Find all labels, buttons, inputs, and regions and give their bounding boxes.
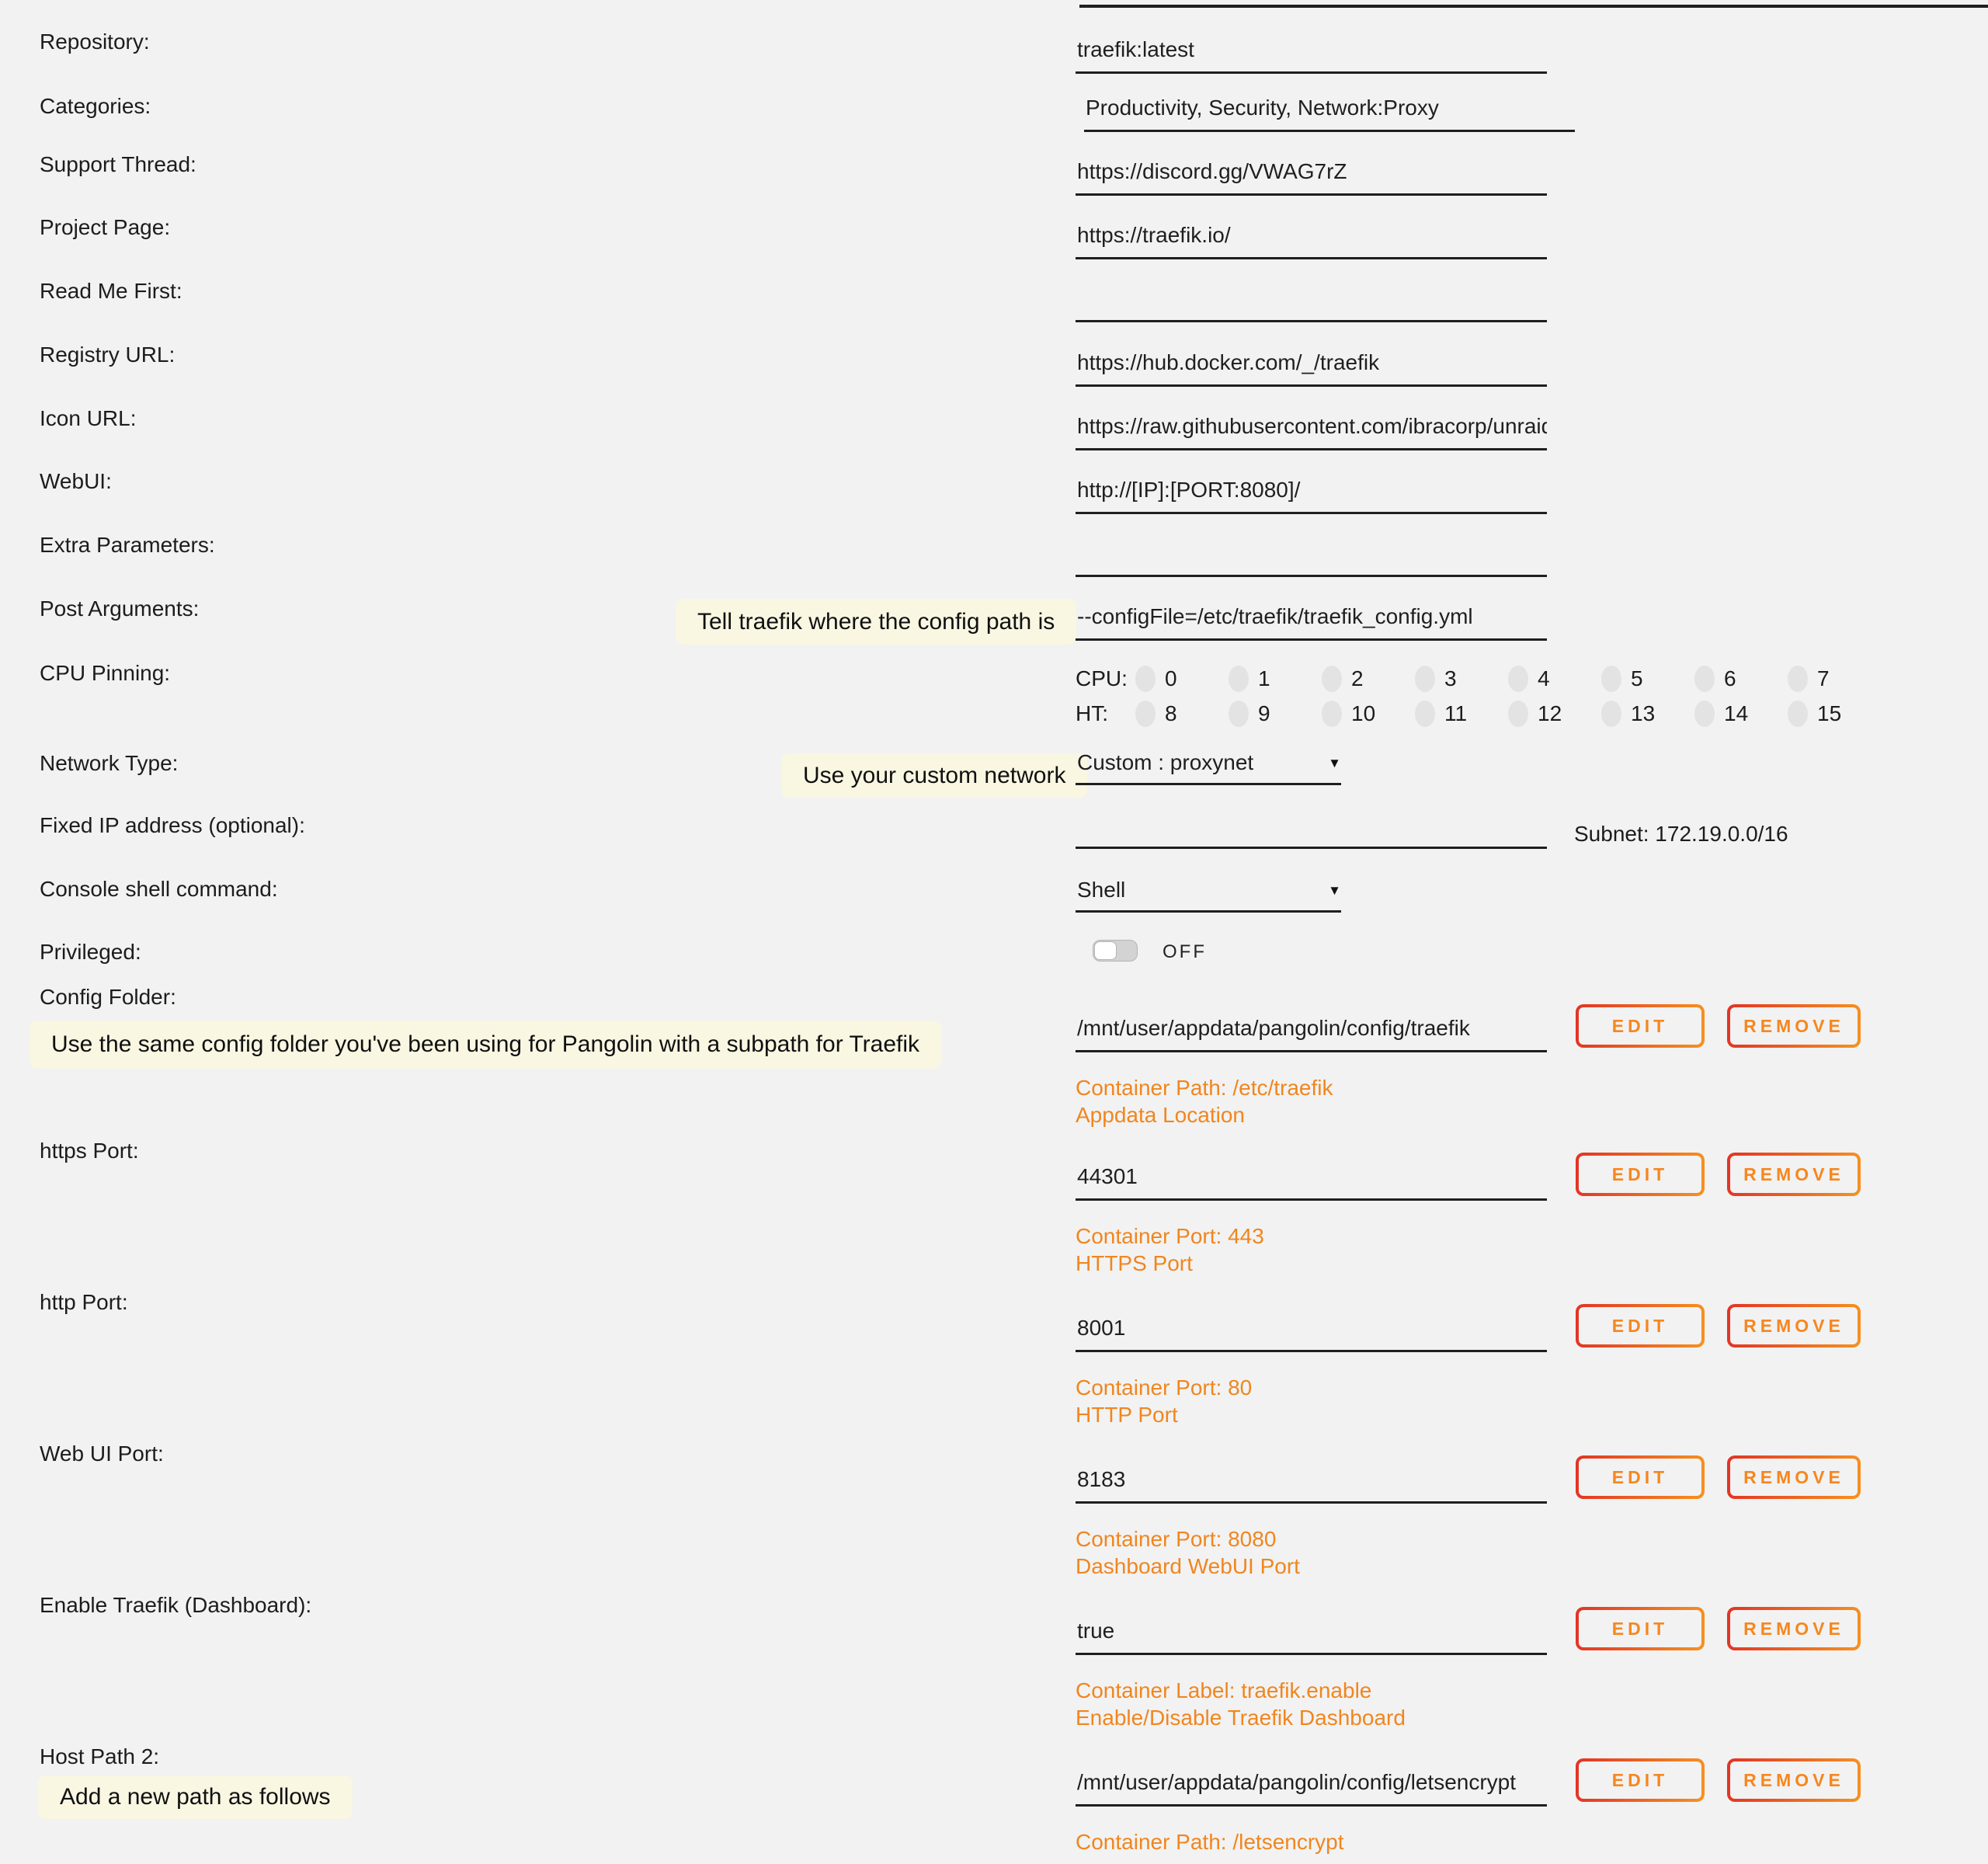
network-type-selected-value: Custom : proxynet [1077,750,1254,774]
ht-14-number: 14 [1724,701,1749,725]
ht-row-header: HT: [1076,701,1108,725]
config-folder-container-path: Container Path: /etc/traefik [1076,1076,1333,1100]
registry-url-input[interactable] [1076,350,1547,387]
tooltip-network-type: Use your custom network [781,753,1087,798]
repository-input[interactable] [1076,37,1547,74]
console-shell-selected-value: Shell [1077,878,1126,902]
icon-url-input[interactable] [1076,414,1547,450]
enable-dashboard-container-label: Container Label: traefik.enable [1076,1678,1372,1702]
ht-13-checkbox[interactable] [1601,701,1621,727]
webui-port-edit-button[interactable]: EDIT [1576,1455,1705,1499]
post-arguments-label: Post Arguments: [40,596,200,621]
https-port-input[interactable] [1076,1164,1547,1201]
webui-port-input[interactable] [1076,1467,1547,1504]
extra-parameters-input[interactable] [1076,541,1547,577]
tooltip-post-arguments: Tell traefik where the config path is [676,599,1076,645]
post-arguments-input[interactable] [1076,604,1547,641]
tooltip-config-folder: Use the same config folder you've been using for Pangolin with a subpath for Traefik [30,1021,941,1069]
enable-dashboard-edit-button[interactable]: EDIT [1576,1607,1705,1650]
extra-parameters-label: Extra Parameters: [40,533,215,557]
cpu-5-number: 5 [1631,666,1643,690]
cpu-7-checkbox[interactable] [1788,666,1808,692]
config-folder-edit-button[interactable]: EDIT [1576,1004,1705,1048]
ht-9-checkbox[interactable] [1229,701,1249,727]
https-port-description: HTTPS Port [1076,1251,1193,1275]
cpu-3-number: 3 [1444,666,1457,690]
host-path-2-edit-button[interactable]: EDIT [1576,1758,1705,1802]
cpu-0-checkbox[interactable] [1135,666,1156,692]
cpu-pinning-label: CPU Pinning: [40,661,171,685]
enable-dashboard-description: Enable/Disable Traefik Dashboard [1076,1706,1406,1730]
ht-9-number: 9 [1258,701,1270,725]
cpu-2-number: 2 [1351,666,1364,690]
privileged-label: Privileged: [40,940,141,964]
ht-11-number: 11 [1444,701,1468,725]
cpu-6-checkbox[interactable] [1694,666,1715,692]
tooltip-host-path-2: Add a new path as follows [38,1775,353,1819]
cpu-0-number: 0 [1165,666,1177,690]
config-folder-remove-button[interactable]: REMOVE [1727,1004,1861,1048]
registry-url-label: Registry URL: [40,343,176,367]
cpu-4-number: 4 [1538,666,1550,690]
webui-label: WebUI: [40,469,112,493]
https-port-label: https Port: [40,1139,139,1163]
host-path-2-remove-button[interactable]: REMOVE [1727,1758,1861,1802]
ht-14-checkbox[interactable] [1694,701,1715,727]
host-path-2-input[interactable] [1076,1770,1547,1807]
privileged-state-text: OFF [1163,941,1207,962]
read-me-first-input[interactable] [1076,286,1547,322]
cpu-2-checkbox[interactable] [1322,666,1342,692]
ht-10-number: 10 [1351,701,1376,725]
fixed-ip-label: Fixed IP address (optional): [40,813,305,837]
network-type-select[interactable] [1076,750,1341,785]
https-port-edit-button[interactable]: EDIT [1576,1153,1705,1196]
ht-15-checkbox[interactable] [1788,701,1808,727]
cpu-5-checkbox[interactable] [1601,666,1621,692]
cpu-row-header: CPU: [1076,666,1128,690]
http-port-container-port: Container Port: 80 [1076,1375,1253,1400]
cpu-4-checkbox[interactable] [1508,666,1528,692]
ht-15-number: 15 [1817,701,1842,725]
toggle-knob [1094,941,1117,960]
subnet-note: Subnet: 172.19.0.0/16 [1574,822,1788,846]
categories-input[interactable] [1084,96,1575,132]
webui-port-container-port: Container Port: 8080 [1076,1527,1277,1551]
host-path-2-container-path: Container Path: /letsencrypt [1076,1830,1344,1854]
project-page-input[interactable] [1076,223,1547,259]
config-folder-description: Appdata Location [1076,1103,1245,1127]
categories-label: Categories: [40,94,151,118]
webui-port-label: Web UI Port: [40,1441,164,1466]
https-port-container-port: Container Port: 443 [1076,1224,1264,1248]
cpu-3-checkbox[interactable] [1415,666,1435,692]
enable-dashboard-label: Enable Traefik (Dashboard): [40,1593,312,1617]
webui-port-remove-button[interactable]: REMOVE [1727,1455,1861,1499]
cpu-6-number: 6 [1724,666,1736,690]
console-shell-label: Console shell command: [40,877,278,901]
ht-11-checkbox[interactable] [1415,701,1435,727]
ht-12-checkbox[interactable] [1508,701,1528,727]
support-thread-input[interactable] [1076,159,1547,196]
support-thread-label: Support Thread: [40,152,196,176]
privileged-toggle[interactable] [1093,940,1138,962]
ht-8-number: 8 [1165,701,1177,725]
enable-dashboard-remove-button[interactable]: REMOVE [1727,1607,1861,1650]
http-port-edit-button[interactable]: EDIT [1576,1304,1705,1348]
http-port-label: http Port: [40,1290,128,1314]
https-port-remove-button[interactable]: REMOVE [1727,1153,1861,1196]
icon-url-label: Icon URL: [40,406,137,430]
http-port-description: HTTP Port [1076,1403,1178,1427]
ht-10-checkbox[interactable] [1322,701,1342,727]
enable-dashboard-input[interactable] [1076,1619,1547,1655]
network-type-label: Network Type: [40,751,179,775]
webui-input[interactable] [1076,478,1547,514]
ht-12-number: 12 [1538,701,1562,725]
dropdown-arrow-icon: ▼ [1328,756,1341,770]
config-folder-input[interactable] [1076,1016,1547,1052]
fixed-ip-input[interactable] [1076,812,1547,849]
webui-port-description: Dashboard WebUI Port [1076,1554,1300,1578]
project-page-label: Project Page: [40,215,171,239]
previous-field-underline [1079,5,1988,8]
dropdown-arrow-icon: ▼ [1328,883,1341,898]
cpu-1-checkbox[interactable] [1229,666,1249,692]
host-path-2-label: Host Path 2: [40,1744,160,1768]
ht-13-number: 13 [1631,701,1656,725]
ht-8-checkbox[interactable] [1135,701,1156,727]
read-me-first-label: Read Me First: [40,279,182,303]
console-shell-select[interactable] [1076,878,1341,913]
repository-label: Repository: [40,30,150,54]
config-folder-label: Config Folder: [40,985,176,1009]
cpu-1-number: 1 [1258,666,1270,690]
http-port-input[interactable] [1076,1316,1547,1352]
cpu-7-number: 7 [1817,666,1830,690]
http-port-remove-button[interactable]: REMOVE [1727,1304,1861,1348]
